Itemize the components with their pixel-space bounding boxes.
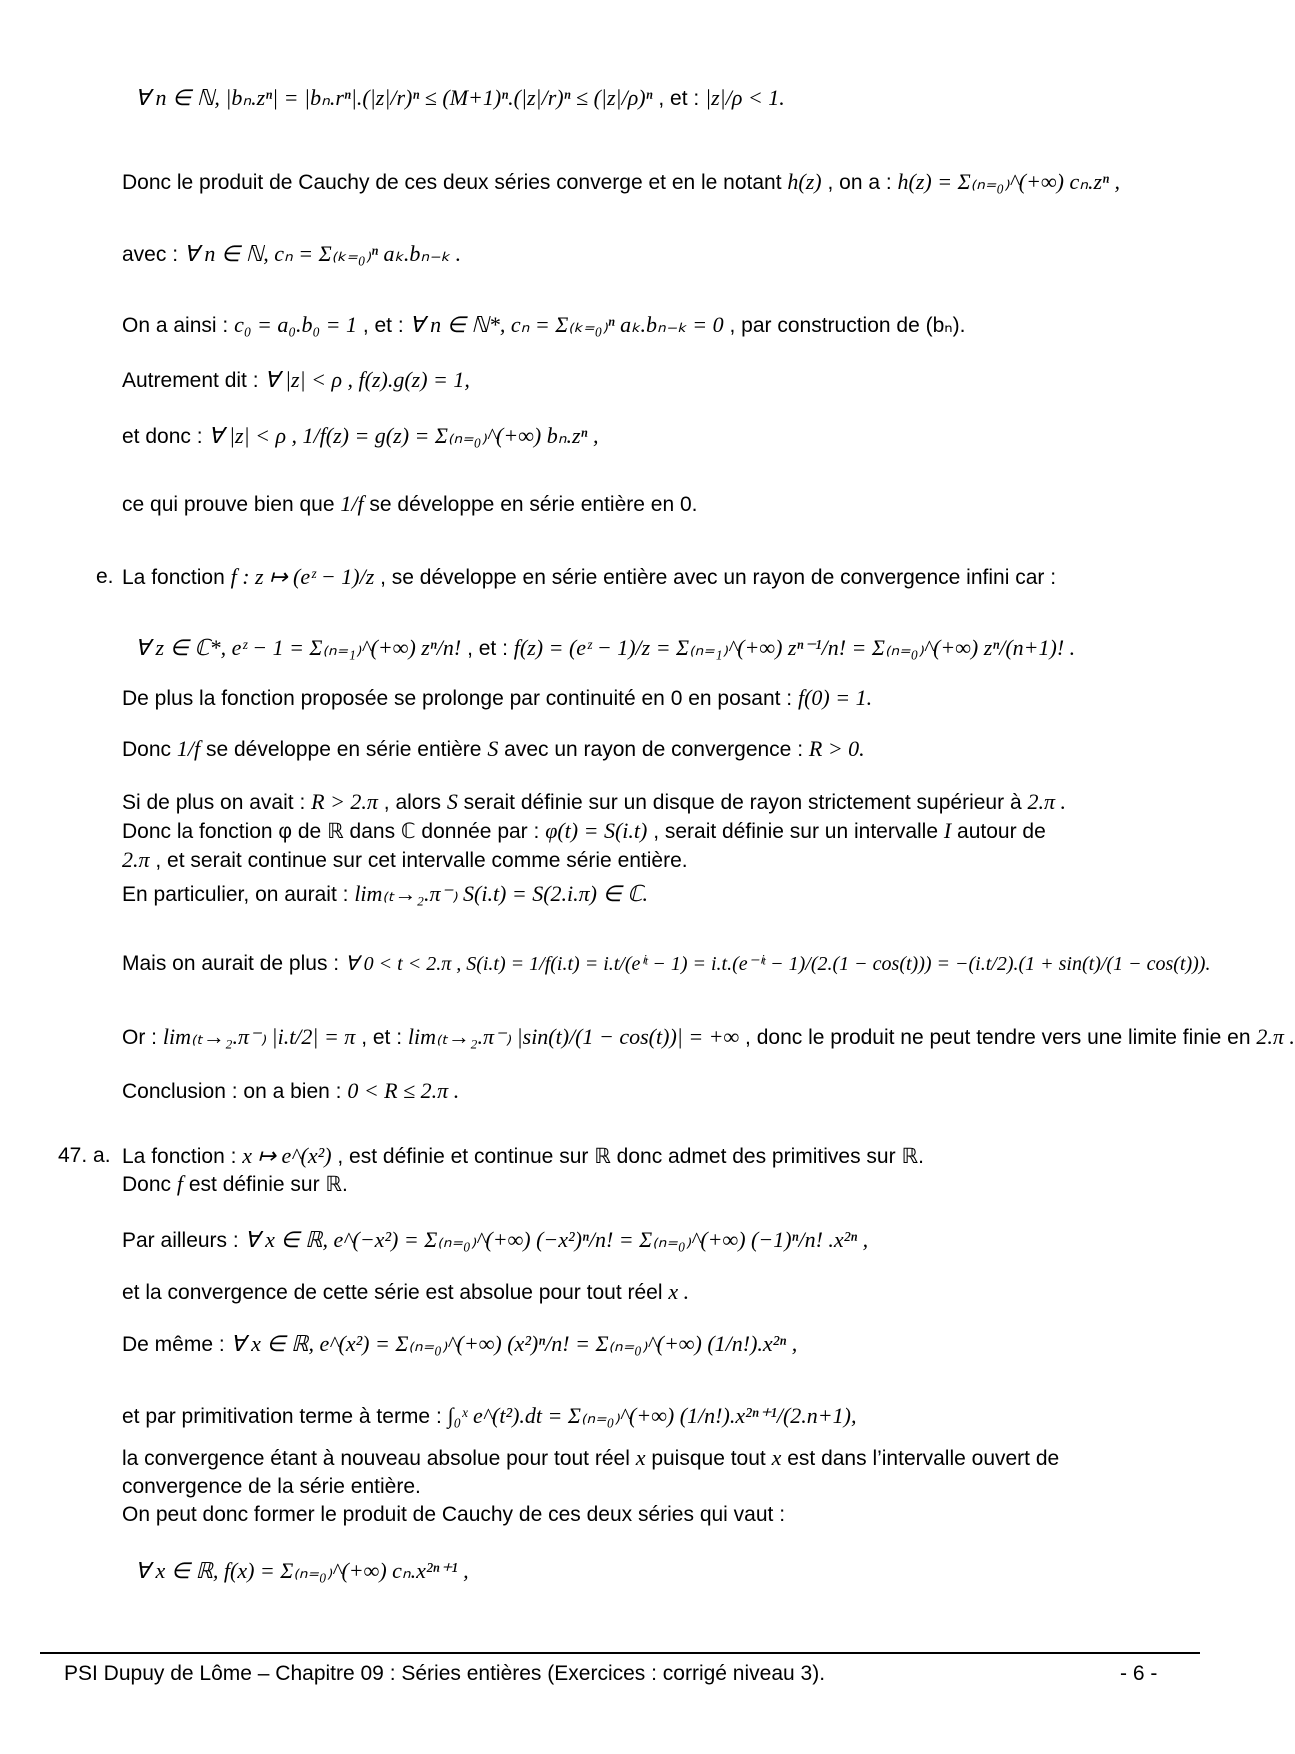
- text: , et :: [361, 1026, 403, 1049]
- math-S: S: [446, 789, 458, 814]
- text: La fonction: [122, 566, 225, 589]
- line-cauchy-product: [122, 168, 1120, 196]
- math-h-series: h(z) = Σ₍ₙ₌₀₎^(+∞) cₙ.zⁿ ,: [897, 169, 1120, 194]
- text: est dans l’intervalle ouvert de: [787, 1447, 1060, 1470]
- text: Or :: [122, 1026, 157, 1049]
- math-f0: f(0) = 1.: [797, 685, 873, 710]
- math-fg: ∀ |z| < ρ , f(z).g(z) = 1,: [264, 367, 470, 392]
- line-produit-cauchy: [122, 1501, 785, 1528]
- line-conclusion-e: [122, 1077, 459, 1105]
- math-limit-S: lim₍ₜ→₂.π⁻₎ S(i.t) = S(2.i.π) ∈ ℂ.: [354, 881, 649, 906]
- text: , et serait continue sur cet intervalle comme série entière.: [155, 849, 688, 872]
- line-or: [122, 1023, 1295, 1051]
- line-phi-def: [122, 817, 1046, 845]
- line-e-series: [135, 634, 1075, 662]
- line-e-intro: [122, 563, 1056, 591]
- text: On a ainsi :: [122, 314, 229, 337]
- text: , est définie et continue sur ℝ donc admet des primitives sur ℝ.: [337, 1145, 924, 1168]
- line-bound-bn: [135, 84, 785, 112]
- text: puisque tout: [651, 1447, 766, 1470]
- footer-rule: [40, 1652, 1200, 1654]
- line-convergence-nouveau: [122, 1444, 1059, 1472]
- line-prolonge: [122, 684, 872, 712]
- line-47-intro: [122, 1142, 924, 1170]
- text: , serait définie sur un intervalle: [653, 820, 939, 843]
- math-bound: ∀ n ∈ ℕ, |bₙ.zⁿ| = |bₙ.rⁿ|.(|z|/r)ⁿ ≤ (M+1)ⁿ.(|z|/r)ⁿ ≤ (|z|/ρ)ⁿ: [135, 85, 653, 110]
- math-2pi: 2.π: [122, 847, 150, 872]
- line-convergence-absolue: [122, 1278, 689, 1306]
- item-e-label: e.: [96, 565, 114, 588]
- math-exp-minus-x2: ∀ x ∈ ℝ, e^(−x²) = Σ₍ₙ₌₀₎^(+∞) (−x²)ⁿ/n! = Σ₍ₙ₌₀₎^(+∞) (−1)ⁿ/n! .x²ⁿ ,: [244, 1227, 869, 1252]
- line-c0: [122, 311, 965, 339]
- math-h: h(z): [787, 169, 822, 194]
- text: avec :: [122, 243, 179, 266]
- text: , se développe en série entière avec un rayon de convergence infini car :: [380, 566, 1057, 589]
- text: On peut donc former le produit de Cauchy de ces deux séries qui vaut :: [122, 1503, 786, 1526]
- text: serait définie sur un disque de rayon strictement supérieur à: [463, 791, 1022, 814]
- text: Donc: [122, 738, 172, 761]
- math-x: x .: [668, 1279, 690, 1304]
- text: , et :: [658, 87, 700, 110]
- line-par-ailleurs: [122, 1226, 868, 1254]
- text: En particulier, on aurait :: [122, 883, 349, 906]
- math-exp-series: ∀ z ∈ ℂ*, eᶻ − 1 = Σ₍ₙ₌₁₎^(+∞) zⁿ/n!: [135, 635, 462, 660]
- text: avec un rayon de convergence :: [504, 738, 804, 761]
- math-R-gt: R > 2.π: [311, 789, 378, 814]
- item-47a-label: 47. a.: [58, 1144, 111, 1167]
- text: ce qui prouve bien que: [122, 493, 335, 516]
- math-R-bounds: 0 < R ≤ 2.π .: [347, 1078, 460, 1103]
- text: Si de plus on avait :: [122, 791, 306, 814]
- math-f-def: f : z ↦ (eᶻ − 1)/z: [230, 564, 375, 589]
- text: se développe en série entière: [205, 738, 482, 761]
- math-S: S: [487, 736, 499, 761]
- math-exp-plus-x2: ∀ x ∈ ℝ, e^(x²) = Σ₍ₙ₌₀₎^(+∞) (x²)ⁿ/n! = Σ₍ₙ₌₀₎^(+∞) (1/n!).x²ⁿ ,: [230, 1331, 798, 1356]
- text: Par ailleurs :: [122, 1229, 239, 1252]
- text: Donc: [122, 1173, 172, 1196]
- line-convergence-serie: [122, 1473, 421, 1500]
- text: Autrement dit :: [122, 369, 259, 392]
- math-1-over-f: 1/f: [340, 491, 364, 516]
- text: se développe en série entière en 0.: [369, 493, 698, 516]
- math-1-over-f: 1/f: [176, 736, 201, 761]
- text: et donc :: [122, 425, 203, 448]
- text: , alors: [383, 791, 441, 814]
- math-f-cauchy: ∀ x ∈ ℝ, f(x) = Σ₍ₙ₌₀₎^(+∞) cₙ.x²ⁿ⁺¹ ,: [135, 1558, 469, 1583]
- text: , par construction de (bₙ).: [729, 314, 966, 337]
- math-R-pos: R > 0.: [808, 736, 865, 761]
- text: La fonction :: [122, 1145, 237, 1168]
- line-en-particulier: [122, 880, 648, 908]
- math-cn: ∀ n ∈ ℕ, cₙ = Σ₍ₖ₌₀₎ⁿ aₖ.bₙ₋ₖ .: [183, 241, 462, 266]
- text: et la convergence de cette série est absolue pour tout réel: [122, 1281, 663, 1304]
- text: autour de: [957, 820, 1046, 843]
- math-g-series: ∀ |z| < ρ , 1/f(z) = g(z) = Σ₍ₙ₌₀₎^(+∞) bₙ.zⁿ ,: [208, 423, 599, 448]
- text: Donc le produit de Cauchy de ces deux séries converge et en le notant: [122, 171, 782, 194]
- math-I: I: [943, 818, 952, 843]
- line-et-donc: [122, 422, 599, 450]
- math-lim-it: lim₍ₜ→₂.π⁻₎ |i.t/2| = π: [162, 1024, 356, 1049]
- text: , donc le produit ne peut tendre vers une limite finie en: [745, 1026, 1251, 1049]
- line-mais: [122, 950, 1210, 978]
- math-exp-x2: x ↦ e^(x²): [242, 1143, 332, 1168]
- math-f: f: [176, 1171, 183, 1196]
- footer-title: PSI Dupuy de Lôme – Chapitre 09 : Séries entières (Exercices : corrigé niveau 3).: [64, 1662, 826, 1685]
- line-autrement: [122, 366, 470, 394]
- line-f-series: [135, 1557, 469, 1585]
- footer-page-number: - 6 -: [1120, 1662, 1158, 1685]
- text: Conclusion : on a bien :: [122, 1080, 342, 1103]
- math-2pi: 2.π .: [1027, 789, 1066, 814]
- line-donc-f: [122, 1170, 348, 1198]
- line-donc-1f: [122, 735, 865, 763]
- line-continue: [122, 846, 688, 874]
- text: Mais on aurait de plus :: [122, 952, 340, 975]
- line-cn-def: [122, 240, 461, 268]
- math-c0: c₀ = a₀.b₀ = 1: [234, 312, 357, 337]
- text: , et :: [362, 314, 404, 337]
- math-ratio: |z|/ρ < 1.: [705, 85, 785, 110]
- text: convergence de la série entière.: [122, 1475, 421, 1498]
- math-x: x: [771, 1445, 782, 1470]
- text: De plus la fonction proposée se prolonge par continuité en 0 en posant :: [122, 687, 793, 710]
- text: , on a :: [827, 171, 892, 194]
- text: , et :: [467, 637, 508, 660]
- text: De même :: [122, 1333, 225, 1356]
- math-cn-zero: ∀ n ∈ ℕ*, cₙ = Σ₍ₖ₌₀₎ⁿ aₖ.bₙ₋ₖ = 0: [409, 312, 724, 337]
- line-de-meme: [122, 1330, 797, 1358]
- text: la convergence étant à nouveau absolue pour tout réel: [122, 1447, 630, 1470]
- math-S-it: ∀ 0 < t < 2.π , S(i.t) = 1/f(i.t) = i.t/(eⁱᵗ − 1) = i.t.(e⁻ⁱᵗ − 1)/(2.(1 − cos(t))) = −(i.t/2).(1 + sin(t)/(1 − cos(t))).: [344, 953, 1211, 975]
- line-primitivation: [122, 1402, 856, 1430]
- line-conclusion-d: [122, 490, 698, 518]
- math-phi: φ(t) = S(i.t): [545, 818, 648, 843]
- math-f-series: f(z) = (eᶻ − 1)/z = Σ₍ₙ₌₁₎^(+∞) zⁿ⁻¹/n! = Σ₍ₙ₌₀₎^(+∞) zⁿ/(n+1)! .: [513, 635, 1076, 660]
- text: Donc la fonction φ de ℝ dans ℂ donnée par :: [122, 820, 540, 843]
- math-lim-sin: lim₍ₜ→₂.π⁻₎ |sin(t)/(1 − cos(t))| = +∞: [407, 1024, 740, 1049]
- math-integral: ∫₀ˣ e^(t²).dt = Σ₍ₙ₌₀₎^(+∞) (1/n!).x²ⁿ⁺¹/(2.n+1),: [447, 1403, 857, 1428]
- math-2pi: 2.π .: [1256, 1024, 1295, 1049]
- line-si-de-plus: [122, 788, 1066, 816]
- text: et par primitivation terme à terme :: [122, 1405, 442, 1428]
- math-x: x: [635, 1445, 646, 1470]
- text: est définie sur ℝ.: [188, 1173, 348, 1196]
